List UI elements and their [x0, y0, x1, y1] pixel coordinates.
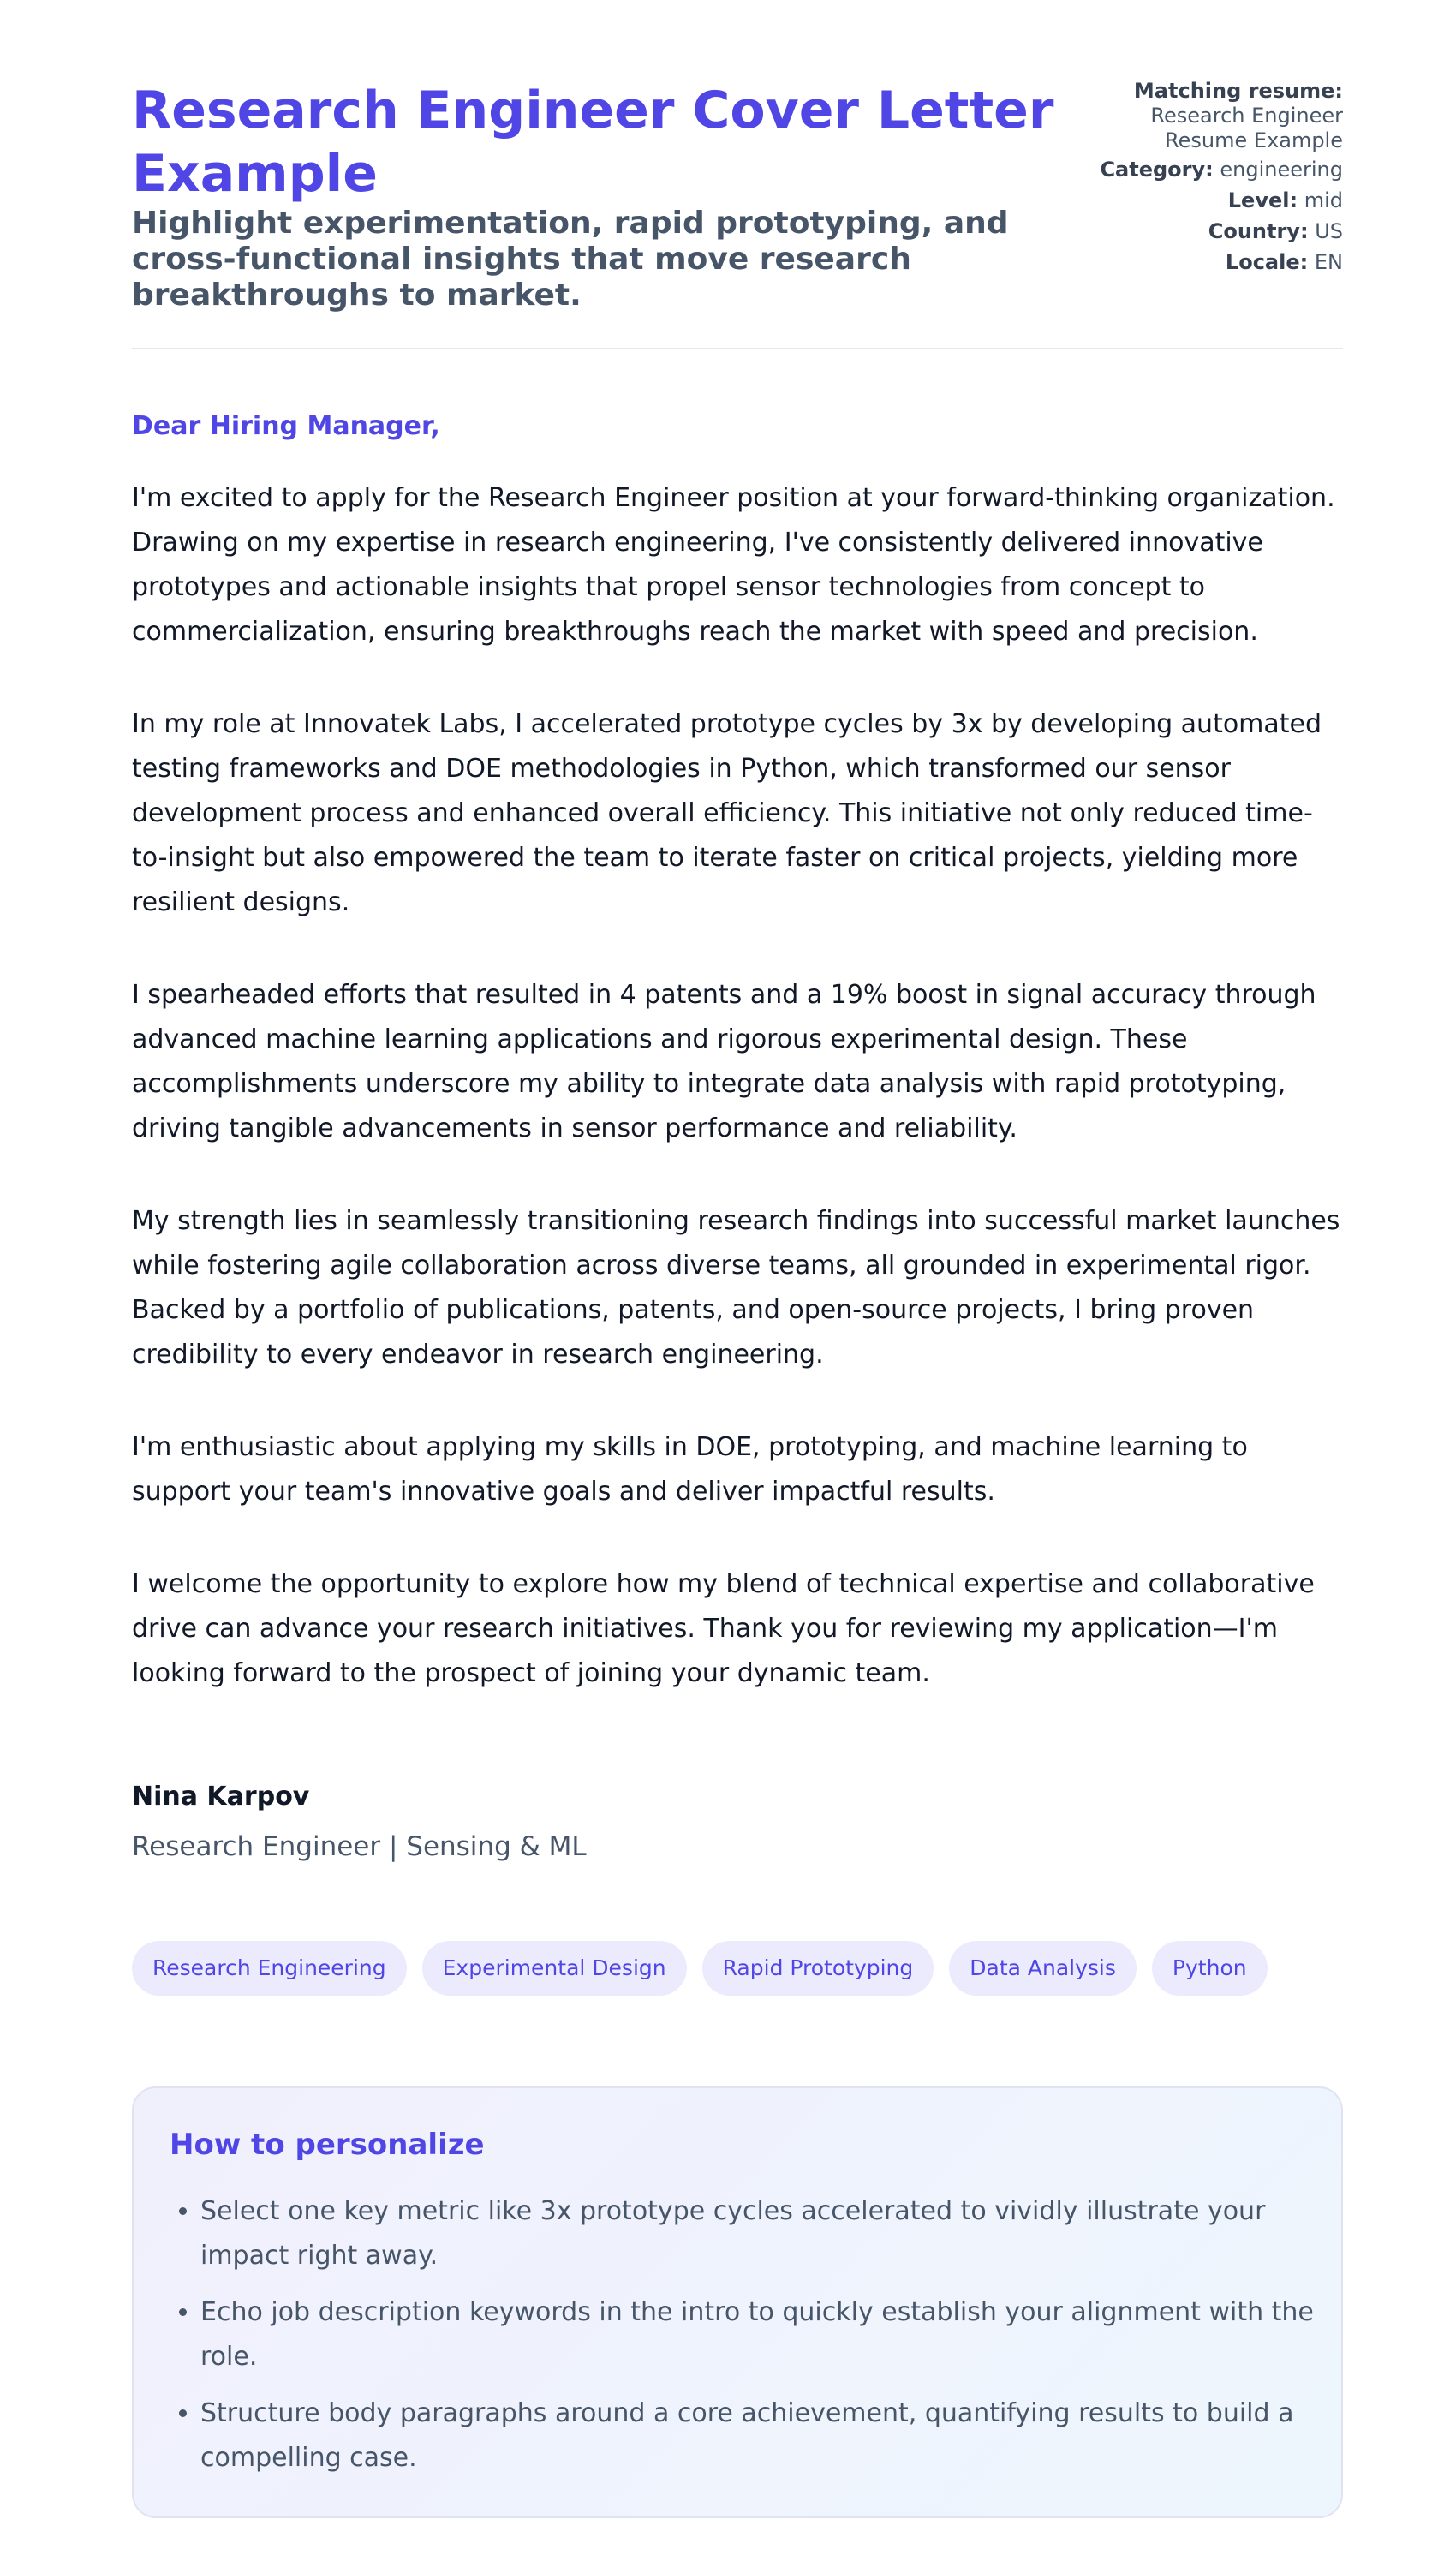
letter-paragraph: I spearheaded efforts that resulted in 4 patents and a 19% boost in signal accuracy through advanced machine learning applications and rigorous experimental design. These accomplishments underscore my ability to integrate data analysis with rapid prototyping, driving tangible advancements in sensor performance and reliability.: [132, 980, 1316, 1143]
tips-title: How to personalize: [170, 2128, 485, 2162]
meta-country-label: Country:: [1208, 219, 1309, 243]
meta-level-value: mid: [1304, 188, 1343, 212]
header: [132, 79, 1343, 313]
meta-panel: [1035, 79, 1343, 281]
tip-item: • Select one key metric like 3x prototype cycles accelerated to vividly illustrate your impact right away.: [200, 2189, 1340, 2278]
letter-paragraph: I'm enthusiastic about applying my skills in DOE, prototyping, and machine learning to support your team's innovative goals and deliver impactful results.: [132, 1432, 1248, 1507]
letter-greeting: Dear Hiring Manager,: [132, 411, 440, 441]
meta-category-label: Category:: [1100, 158, 1214, 182]
skill-tags: [132, 1941, 1268, 1996]
header-divider: [132, 348, 1343, 349]
meta-locale-value: EN: [1314, 250, 1343, 274]
letter-body: [132, 476, 1343, 1744]
skill-tag[interactable]: Research Engineering: [132, 1941, 407, 1996]
personalize-tips-card: [132, 2086, 1343, 2518]
tips-list: [170, 2189, 1340, 2492]
letter-paragraph: I welcome the opportunity to explore how my blend of technical expertise and collaborative drive can advance your research initiatives. Thank you for reviewing my application—I'm looking forward to the prospect of joining your dynamic team.: [132, 1569, 1315, 1688]
signature-role: Research Engineer | Sensing & ML: [132, 1831, 587, 1862]
skill-tag[interactable]: Data Analysis: [949, 1941, 1137, 1996]
meta-locale-label: Locale:: [1225, 250, 1309, 274]
letter-paragraph: I'm excited to apply for the Research Engineer position at your forward-thinking organization. Drawing on my expertise in research engineering, I've consistently delivered innovative prototypes and actionable insights that propel sensor technologies from concept to commercialization, ensuring breakthroughs reach the market with speed and precision.: [132, 483, 1335, 647]
skill-tag[interactable]: Rapid Prototyping: [702, 1941, 934, 1996]
letter-paragraph: In my role at Innovatek Labs, I accelerated prototype cycles by 3x by developing automated testing frameworks and DOE methodologies in Python, which transformed our sensor development process and enhanced overall efficiency. This initiative not only reduced time-to-insight but also empowered the team to iterate faster on critical projects, yielding more resilient designs.: [132, 709, 1322, 917]
meta-level-label: Level:: [1227, 188, 1298, 212]
meta-matching-resume-line2[interactable]: Resume Example: [1165, 128, 1343, 152]
meta-matching-resume-line1[interactable]: Research Engineer: [1150, 104, 1343, 128]
skill-tag[interactable]: Python: [1152, 1941, 1268, 1996]
skill-tag[interactable]: Experimental Design: [422, 1941, 687, 1996]
meta-matching-resume: [1035, 79, 1343, 153]
letter-paragraph: My strength lies in seamlessly transitioning research findings into successful market launches while fostering agile collaboration across diverse teams, all grounded in experimental rigor. Backed by a portfolio of publications, patents, and open-source projects, I bring proven credibility to every endeavor in research engineering.: [132, 1206, 1340, 1370]
page-subtitle: Highlight experimentation, rapid prototyping, and cross-functional insights that move research breakthroughs to market.: [132, 206, 1009, 313]
meta-level: [1035, 188, 1343, 213]
meta-category-value: engineering: [1220, 158, 1343, 182]
meta-country-value: US: [1315, 219, 1343, 243]
meta-locale: [1035, 250, 1343, 275]
meta-category: [1035, 158, 1343, 182]
meta-matching-resume-label: Matching resume:: [1133, 79, 1343, 103]
page-title: Research Engineer Cover Letter Example: [132, 81, 1054, 204]
signature-name: Nina Karpov: [132, 1782, 310, 1812]
tip-item: • Structure body paragraphs around a core achievement, quantifying results to build a compelling case.: [200, 2391, 1340, 2480]
tip-item: • Echo job description keywords in the intro to quickly establish your alignment with the role.: [200, 2290, 1340, 2379]
meta-country: [1035, 219, 1343, 244]
